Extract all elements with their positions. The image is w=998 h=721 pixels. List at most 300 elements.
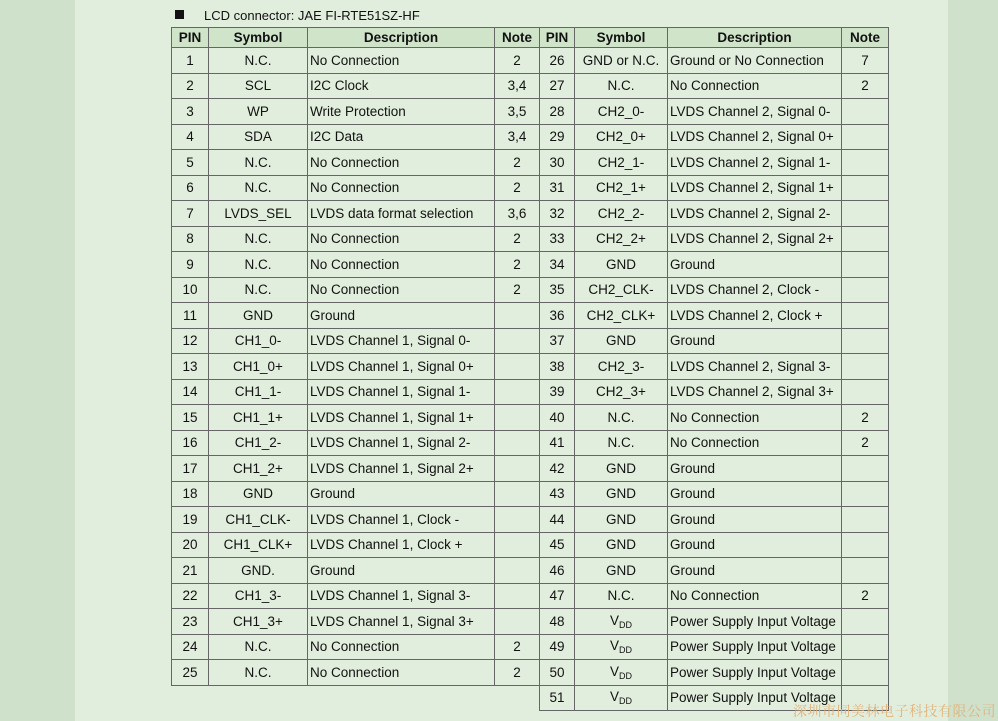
symbol-subscript: DD [619,619,632,630]
note-cell [495,48,540,74]
note-cell [842,99,889,125]
symbol-cell [575,685,668,711]
pin-cell [540,175,575,201]
description-cell-text: LVDS Channel 2, Clock - [670,282,820,298]
pin-cell [540,507,575,533]
symbol-cell-text: CH1_2- [234,435,282,451]
symbol-cell-text: CH2_0+ [596,129,646,145]
symbol-cell [575,430,668,456]
table-row [540,507,889,533]
pin-cell-text: 4 [186,129,194,145]
description-cell-text: LVDS Channel 1, Signal 0+ [310,358,474,374]
pin-cell-text: 48 [549,613,565,629]
symbol-cell-text: GND [606,537,636,553]
note-cell [495,583,540,609]
description-cell-text: LVDS Channel 2, Signal 0- [670,103,831,119]
symbol-cell [209,150,308,176]
table-row [540,456,889,482]
description-cell-text: LVDS data format selection [310,205,474,221]
table-row [540,354,889,380]
pin-cell-text: 37 [549,333,565,349]
symbol-subscript: DD [619,670,632,681]
table-row [172,124,540,150]
pin-cell-text: 15 [182,409,198,425]
description-cell [668,532,842,558]
header-description: Description [668,28,842,48]
description-cell [308,660,495,686]
symbol-cell-text: CH2_3+ [596,384,646,400]
pin-cell-text: 13 [182,358,198,374]
symbol-cell-text: CH2_1- [597,154,645,170]
symbol-cell-text: GND [243,307,273,323]
description-cell-text: LVDS Channel 2, Signal 3+ [670,384,834,400]
pin-cell-text: 41 [549,435,565,451]
table-row [540,558,889,584]
table-row [172,660,540,686]
symbol-cell [575,124,668,150]
description-cell-text: Ground [310,486,356,502]
description-cell [308,634,495,660]
header-note: Note [495,28,540,48]
pin-cell [540,48,575,74]
pin-cell [172,328,209,354]
description-cell [308,201,495,227]
note-cell [495,481,540,507]
symbol-cell-text: N.C. [607,409,635,425]
note-cell-text: 2 [513,52,521,68]
table-row [540,48,889,74]
note-cell [495,175,540,201]
note-cell [842,303,889,329]
symbol-cell [575,609,668,635]
pin-cell [540,150,575,176]
description-cell [308,226,495,252]
note-cell [842,660,889,686]
table-row [540,201,889,227]
pin-cell-text: 7 [186,205,194,221]
pin-cell-text: 3 [186,103,194,119]
table-row [172,277,540,303]
pin-cell [540,379,575,405]
symbol-cell-text: N.C. [244,231,272,247]
description-cell [668,456,842,482]
pin-cell-text: 30 [549,154,565,170]
description-cell [308,456,495,482]
description-cell-text: No Connection [670,435,760,451]
pin-cell [172,354,209,380]
pin-cell [172,201,209,227]
pin-cell [540,685,575,711]
description-cell-text: Power Supply Input Voltage [670,639,836,655]
description-cell-text: No Connection [310,180,400,196]
note-cell [842,354,889,380]
table-row [172,303,540,329]
description-cell-text: Ground or No Connection [670,52,824,68]
note-cell-text: 2 [513,180,521,196]
header-symbol: Symbol [209,28,308,48]
table-row [540,99,889,125]
description-cell [308,481,495,507]
symbol-cell [575,48,668,74]
note-cell [842,507,889,533]
symbol-cell-text: N.C. [607,588,635,604]
description-cell [668,175,842,201]
note-cell [495,99,540,125]
description-cell [668,277,842,303]
note-cell [495,124,540,150]
pin-cell-text: 17 [182,460,198,476]
description-cell [668,558,842,584]
description-cell-text: No Connection [310,52,400,68]
symbol-cell-text: V [609,689,619,705]
note-cell [495,430,540,456]
symbol-cell [209,252,308,278]
note-cell-text: 2 [513,282,521,298]
note-cell-text: 7 [861,52,869,68]
description-cell-text: Ground [670,333,716,349]
pin-cell [540,354,575,380]
symbol-cell [209,175,308,201]
pin-cell-text: 28 [549,103,565,119]
note-cell [495,201,540,227]
pin-cell-text: 11 [182,307,197,323]
pin-cell-text: 6 [186,180,194,196]
description-cell-text: Ground [310,562,356,578]
pin-cell-text: 43 [549,486,565,502]
note-cell-text: 2 [513,256,521,272]
table-row [540,481,889,507]
description-cell-text: LVDS Channel 1, Signal 2- [310,435,471,451]
pin-cell [540,73,575,99]
symbol-cell [575,354,668,380]
note-cell-text: 3,6 [507,205,527,221]
note-cell [495,609,540,635]
description-cell-text: LVDS Channel 1, Signal 1- [310,384,471,400]
description-cell-text: Ground [670,256,716,272]
description-cell [668,634,842,660]
description-cell [308,609,495,635]
symbol-cell [575,634,668,660]
symbol-cell [209,379,308,405]
pin-cell [172,73,209,99]
pin-cell [172,379,209,405]
note-cell [495,303,540,329]
symbol-cell-text: CH1_CLK- [225,511,291,527]
pin-table-left [171,27,540,686]
description-cell-text: Power Supply Input Voltage [670,664,836,680]
pin-cell [172,175,209,201]
pin-cell [540,303,575,329]
description-cell-text: No Connection [310,664,400,680]
description-cell [308,532,495,558]
table-row [172,73,540,99]
pin-cell-text: 38 [549,358,565,374]
description-cell-text: No Connection [310,282,400,298]
symbol-cell [575,73,668,99]
symbol-subscript: DD [619,696,632,707]
note-cell [842,430,889,456]
description-cell [308,124,495,150]
table-row [540,277,889,303]
symbol-cell-text: V [609,612,619,628]
pin-cell [172,634,209,660]
symbol-cell [209,277,308,303]
symbol-cell [209,456,308,482]
pin-cell-text: 26 [549,52,565,68]
symbol-cell [209,48,308,74]
description-cell [308,150,495,176]
description-cell-text: LVDS Channel 1, Signal 2+ [310,460,474,476]
note-cell-text: 3,4 [507,129,527,145]
table-header-row [540,28,889,48]
description-cell [308,507,495,533]
pin-cell [540,583,575,609]
description-cell [668,379,842,405]
description-cell [668,226,842,252]
symbol-cell-text: GND [606,333,636,349]
note-cell [842,328,889,354]
pin-cell [540,252,575,278]
description-cell-text: LVDS Channel 1, Signal 0- [310,333,471,349]
description-cell-text: Write Protection [310,103,406,119]
note-cell [842,201,889,227]
pin-cell [540,634,575,660]
table-row [172,175,540,201]
description-cell [308,73,495,99]
table-row [540,405,889,431]
description-cell [668,150,842,176]
symbol-cell [575,660,668,686]
pin-cell-text: 10 [182,282,198,298]
pin-cell [172,150,209,176]
description-cell [308,277,495,303]
symbol-cell-text: GND [606,562,636,578]
description-cell-text: Ground [310,307,356,323]
pin-cell [540,456,575,482]
note-cell [842,634,889,660]
description-cell-text: Ground [670,511,716,527]
pin-cell-text: 32 [549,205,565,221]
note-cell-text: 2 [861,409,869,425]
note-cell [842,252,889,278]
pin-cell [540,99,575,125]
symbol-cell [209,124,308,150]
description-cell [308,328,495,354]
pin-cell-text: 2 [186,78,194,94]
pin-cell-text: 40 [549,409,565,425]
pin-cell [540,532,575,558]
description-cell [308,379,495,405]
note-cell-text: 2 [513,154,521,170]
description-cell [668,48,842,74]
table-row [540,226,889,252]
symbol-cell [209,430,308,456]
description-cell-text: LVDS Channel 2, Signal 0+ [670,129,834,145]
description-cell [308,354,495,380]
pin-cell-text: 49 [549,639,565,655]
table-row [540,430,889,456]
symbol-cell-text: CH1_CLK+ [223,537,293,553]
table-row [540,175,889,201]
symbol-cell [575,150,668,176]
symbol-subscript: DD [619,645,632,656]
pin-cell-text: 24 [182,639,198,655]
table-row [172,456,540,482]
description-cell-text: LVDS Channel 1, Signal 3+ [310,613,474,629]
note-cell [842,609,889,635]
symbol-cell [209,532,308,558]
pin-cell-text: 44 [549,511,565,527]
company-watermark: 深圳市同美林电子科技有限公司 [793,704,996,720]
symbol-cell-text: N.C. [607,435,635,451]
symbol-cell [209,226,308,252]
table-row [172,99,540,125]
table-row [172,379,540,405]
symbol-cell [209,99,308,125]
pin-cell-text: 36 [549,307,565,323]
pin-cell [172,430,209,456]
description-cell-text: LVDS Channel 2, Clock + [670,307,823,323]
description-cell-text: I2C Clock [310,78,369,94]
symbol-cell-text: N.C. [244,282,272,298]
pin-cell-text: 20 [182,537,198,553]
pin-cell [172,226,209,252]
description-cell [668,660,842,686]
header-pin: PIN [172,28,209,48]
description-cell [308,48,495,74]
note-cell [842,124,889,150]
symbol-cell [575,456,668,482]
pin-cell [172,609,209,635]
note-cell [842,456,889,482]
note-cell [495,660,540,686]
note-cell [842,175,889,201]
description-cell [668,609,842,635]
symbol-cell-text: CH2_0- [597,103,645,119]
note-cell [495,507,540,533]
note-cell [495,252,540,278]
pin-cell [540,609,575,635]
description-cell [668,405,842,431]
description-cell [668,328,842,354]
symbol-cell-text: CH2_2+ [596,231,646,247]
description-cell [308,405,495,431]
description-cell [668,201,842,227]
pin-cell-text: 12 [182,333,198,349]
symbol-cell [575,507,668,533]
pin-cell [172,558,209,584]
note-cell [842,532,889,558]
pin-cell-text: 29 [549,129,565,145]
symbol-cell [209,660,308,686]
header-description: Description [308,28,495,48]
table-row [172,48,540,74]
table-row [172,405,540,431]
description-cell-text: Ground [670,460,716,476]
description-cell [668,430,842,456]
symbol-cell-text: GND [243,486,273,502]
note-cell-text: 3,5 [507,103,527,119]
table-row [540,609,889,635]
symbol-cell-text: CH2_CLK+ [586,307,656,323]
symbol-cell [575,558,668,584]
note-cell [495,328,540,354]
description-cell-text: LVDS Channel 1, Clock + [310,537,463,553]
note-cell-text: 2 [513,231,521,247]
description-cell [668,354,842,380]
symbol-cell [575,175,668,201]
table-header-row [172,28,540,48]
symbol-cell-text: N.C. [244,180,272,196]
pin-cell [540,277,575,303]
table-row [540,303,889,329]
note-cell [495,277,540,303]
symbol-cell [575,328,668,354]
description-cell [668,124,842,150]
symbol-cell-text: N.C. [244,639,272,655]
description-cell-text: LVDS Channel 1, Clock - [310,511,460,527]
description-cell-text: No Connection [670,78,760,94]
note-cell-text: 2 [861,435,869,451]
symbol-cell [209,405,308,431]
symbol-cell [575,379,668,405]
description-cell-text: LVDS Channel 2, Signal 2- [670,205,831,221]
symbol-cell [575,99,668,125]
description-cell [668,583,842,609]
symbol-cell-text: N.C. [607,78,635,94]
pin-cell-text: 19 [182,511,198,527]
symbol-cell [209,328,308,354]
description-cell-text: Ground [670,562,716,578]
pin-cell [540,124,575,150]
pin-cell [172,481,209,507]
symbol-cell [575,226,668,252]
description-cell-text: No Connection [670,409,760,425]
symbol-cell [209,201,308,227]
pin-cell-text: 34 [549,256,565,272]
pin-cell-text: 47 [549,588,565,604]
pin-cell [540,201,575,227]
description-cell [668,252,842,278]
symbol-cell-text: CH2_2- [597,205,645,221]
note-cell [842,226,889,252]
pin-cell-text: 27 [549,78,565,94]
description-cell [308,430,495,456]
table-row [540,150,889,176]
description-cell-text: Ground [670,537,716,553]
pin-cell-text: 50 [549,664,565,680]
pin-cell [172,99,209,125]
symbol-cell-text: GND [606,256,636,272]
pin-cell [172,583,209,609]
description-cell-text: Ground [670,486,716,502]
description-cell [308,252,495,278]
symbol-cell-text: CH1_0- [234,333,282,349]
description-cell-text: LVDS Channel 2, Signal 1- [670,154,831,170]
symbol-cell-text: CH2_CLK- [588,282,654,298]
pin-cell-text: 14 [182,384,198,400]
pin-cell-text: 16 [182,435,198,451]
note-cell-text: 2 [513,664,521,680]
pin-cell [540,328,575,354]
pin-cell-text: 31 [549,180,565,196]
table-row [172,609,540,635]
table-row [540,634,889,660]
note-cell [842,277,889,303]
header-note: Note [842,28,889,48]
table-row [172,226,540,252]
header-symbol: Symbol [575,28,668,48]
